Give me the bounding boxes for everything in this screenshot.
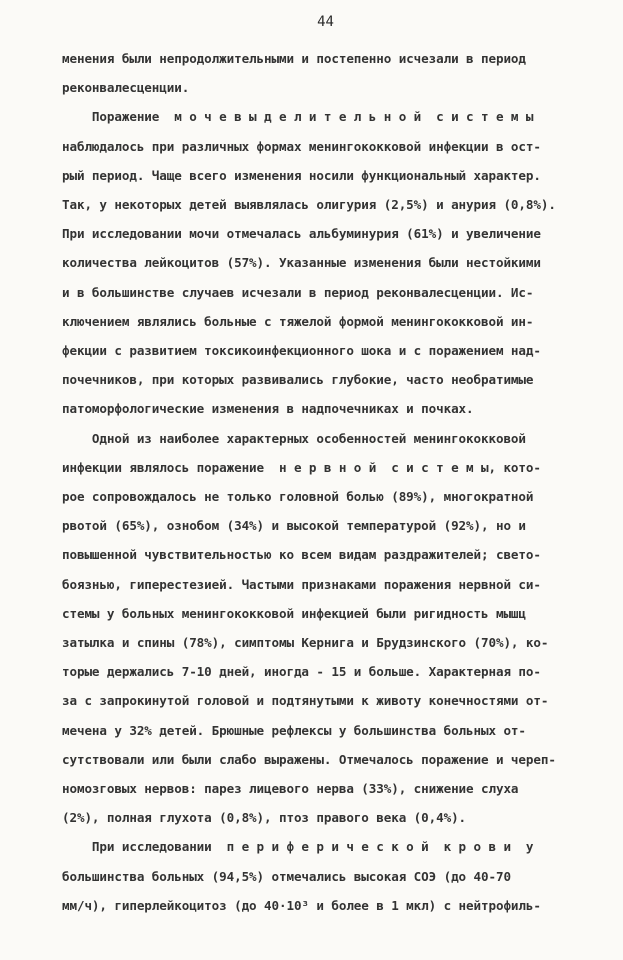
text-line: наблюдалось при различных формах менингококковой инфекции в ост- <box>62 138 541 154</box>
text-line: Поражение м о ч е в ы д е л и т е л ь н о й с и с т е м ы <box>62 109 534 125</box>
text-line: фекции с развитием токсикоинфекционного шока и с поражением над- <box>62 343 541 359</box>
text-line: ключением являлись больные с тяжелой формой менингококковой ин- <box>62 313 534 329</box>
text-line: инфекции являлось поражение н е р в н о й с и с т е м ы, кото- <box>62 459 541 475</box>
text-line: затылка и спины (78%), симптомы Кернига и Брудзинского (70%), ко- <box>62 635 549 651</box>
text-line: большинства больных (94,5%) отмечались высокая СОЭ (до 40-70 <box>62 868 511 884</box>
text-line: сутствовали или были слабо выражены. Отмечалось поражение и череп- <box>62 751 556 767</box>
text-line: рый период. Чаще всего изменения носили функциональный характер. <box>62 167 541 183</box>
text-line: рое сопровождалось не только головной болью (89%), многократной <box>62 489 534 505</box>
page-number: 44 <box>317 14 334 30</box>
text-line: боязнью, гиперестезией. Частыми признаками поражения нервной си- <box>62 576 541 592</box>
text-line: и в большинстве случаев исчезали в период реконвалесценции. Ис- <box>62 284 534 300</box>
text-line: Одной из наиболее характерных особенностей менингококковой <box>62 430 526 446</box>
text-line: рвотой (65%), ознобом (34%) и высокой температурой (92%), но и <box>62 518 526 534</box>
text-line: торые держались 7-10 дней, иногда - 15 и больше. Характерная по- <box>62 664 541 680</box>
text-line: патоморфологические изменения в надпочечниках и почках. <box>62 401 474 417</box>
text-line: При исследовании мочи отмечалась альбуминурия (61%) и увеличение <box>62 226 541 242</box>
text-line: мечена у 32% детей. Брюшные рефлексы у большинства больных от- <box>62 722 526 738</box>
text-line: почечников, при которых развивались глубокие, часто необратимые <box>62 372 534 388</box>
text-line: мм/ч), гиперлейкоцитоз (до 40·10³ и более в 1 мкл) с нейтрофиль- <box>62 897 541 913</box>
text-line: стемы у больных менингококковой инфекцией были ригидность мышц <box>62 605 526 621</box>
text-line: за с запрокинутой головой и подтянутыми к животу конечностями от- <box>62 693 549 709</box>
text-line: Так, у некоторых детей выявлялась олигурия (2,5%) и анурия (0,8%). <box>62 197 556 213</box>
text-line: количества лейкоцитов (57%). Указанные изменения были нестойкими <box>62 255 541 271</box>
text-line: (2%), полная глухота (0,8%), птоз правого века (0,4%). <box>62 810 467 826</box>
text-line: номозговых нервов: парез лицевого нерва (33%), снижение слуха <box>62 781 519 797</box>
text-line: При исследовании п е р и ф е р и ч е с к о й к р о в и у <box>62 839 534 855</box>
text-line: реконвалесценции. <box>62 80 190 96</box>
text-line: повышенной чувствительностью ко всем видам раздражителей; свето- <box>62 547 541 563</box>
text-line: менения были непродолжительными и постепенно исчезали в период <box>62 51 526 66</box>
body-text <box>62 44 589 920</box>
